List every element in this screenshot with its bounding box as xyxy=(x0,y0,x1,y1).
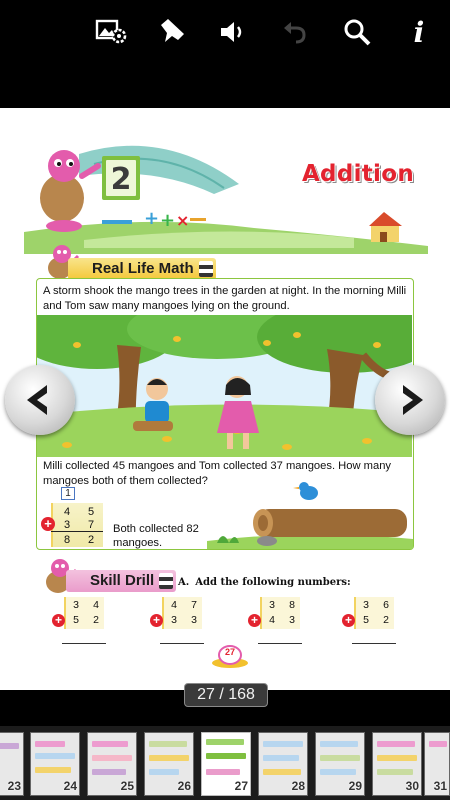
carry-digit: 1 xyxy=(61,487,75,500)
drill-digit: 6 xyxy=(383,599,389,611)
answer-text: Both collected 82 mangoes. xyxy=(113,523,199,549)
plus-icon: + xyxy=(248,614,261,627)
page-counter: 27 / 168 xyxy=(184,683,268,707)
top-toolbar xyxy=(0,0,450,108)
drill-digit: 4 xyxy=(269,614,275,626)
drill-digit: 3 xyxy=(269,599,275,611)
plus-icon: + xyxy=(52,614,65,627)
page-thumbnail[interactable]: 25 xyxy=(87,732,137,796)
thumbnail-strip[interactable] xyxy=(0,726,450,800)
previous-page-button[interactable] xyxy=(5,365,75,435)
drill-problem xyxy=(146,595,208,647)
drill-digit: 7 xyxy=(191,599,197,611)
drill-digit: 3 xyxy=(171,614,177,626)
bookmark-icon[interactable] xyxy=(153,14,189,50)
drill-digit: 4 xyxy=(171,599,177,611)
drill-digit: 2 xyxy=(93,614,99,626)
undo-icon[interactable] xyxy=(277,14,313,50)
sum-digit: 2 xyxy=(87,534,95,546)
speaker-icon[interactable] xyxy=(215,14,251,50)
drill-digit: 3 xyxy=(191,614,197,626)
story-text: A storm shook the mango trees in the garden at night. In the morning Milli and Tom saw many mangoes lying on the ground. xyxy=(43,285,407,312)
drill-digit: 3 xyxy=(363,599,369,611)
drill-digit: 5 xyxy=(73,614,79,626)
sum-digit: 5 xyxy=(87,506,95,518)
drill-problem xyxy=(338,595,400,647)
question-text: Milli collected 45 mangoes and Tom collected 37 mangoes. How many mangoes both of them collected? xyxy=(43,460,392,487)
drill-digit: 4 xyxy=(93,599,99,611)
chapter-title: Addition xyxy=(301,161,415,187)
plus-icon: + xyxy=(150,614,163,627)
answer-line[interactable] xyxy=(258,643,302,644)
drill-digit: 2 xyxy=(383,614,389,626)
plus-icon: + xyxy=(342,614,355,627)
svg-text:+: + xyxy=(144,208,160,229)
checker-flag-icon xyxy=(159,573,173,589)
worked-sum xyxy=(41,487,115,549)
drill-problem xyxy=(48,595,110,647)
sum-line xyxy=(51,531,103,532)
page-thumbnail[interactable]: 24 xyxy=(30,732,80,796)
real-life-math-box xyxy=(36,278,414,550)
section-tag-skill-drill: Skill Drill xyxy=(66,570,176,592)
answer-line[interactable] xyxy=(352,643,396,644)
page-thumbnail[interactable]: 23 xyxy=(0,732,24,796)
checker-flag-icon xyxy=(199,261,213,277)
drill-digit: 3 xyxy=(73,599,79,611)
answer-line[interactable] xyxy=(160,643,204,644)
drill-digit: 5 xyxy=(363,614,369,626)
drill-digit: 3 xyxy=(289,614,295,626)
page-thumbnail-active[interactable]: 27 xyxy=(201,732,251,796)
printed-page-number: 27 xyxy=(210,643,250,669)
sum-digit: 8 xyxy=(63,534,71,546)
svg-text:+: + xyxy=(160,210,176,231)
answer-line[interactable] xyxy=(62,643,106,644)
plus-icon: + xyxy=(41,517,55,531)
log-and-bird-illustration xyxy=(207,479,413,549)
drill-instruction: A. Add the following numbers: xyxy=(178,577,351,588)
drill-digit: 8 xyxy=(289,599,295,611)
section-tag-real-life-math: Real Life Math xyxy=(68,258,216,280)
drill-problem xyxy=(244,595,306,647)
chevron-right-icon xyxy=(393,383,427,417)
chapter-number: 2 xyxy=(110,162,132,197)
page-thumbnail[interactable]: 30 xyxy=(372,732,422,796)
page-thumbnail[interactable]: 29 xyxy=(315,732,365,796)
sum-digit: 4 xyxy=(63,506,71,518)
sum-grid xyxy=(51,503,103,547)
page-thumbnail[interactable]: 28 xyxy=(258,732,308,796)
mango-garden-illustration xyxy=(37,315,412,457)
sum-digit: 7 xyxy=(87,519,95,531)
chapter-banner-illustration xyxy=(24,136,428,254)
svg-text:×: × xyxy=(176,211,190,230)
page-thumbnail[interactable]: 31 xyxy=(424,732,450,796)
chevron-left-icon xyxy=(23,383,57,417)
search-icon[interactable] xyxy=(339,14,375,50)
page-thumbnail[interactable]: 26 xyxy=(144,732,194,796)
info-icon[interactable]: i xyxy=(413,15,425,49)
sum-digit: 3 xyxy=(63,519,71,531)
image-settings-icon[interactable] xyxy=(93,14,129,50)
next-page-button[interactable] xyxy=(375,365,445,435)
